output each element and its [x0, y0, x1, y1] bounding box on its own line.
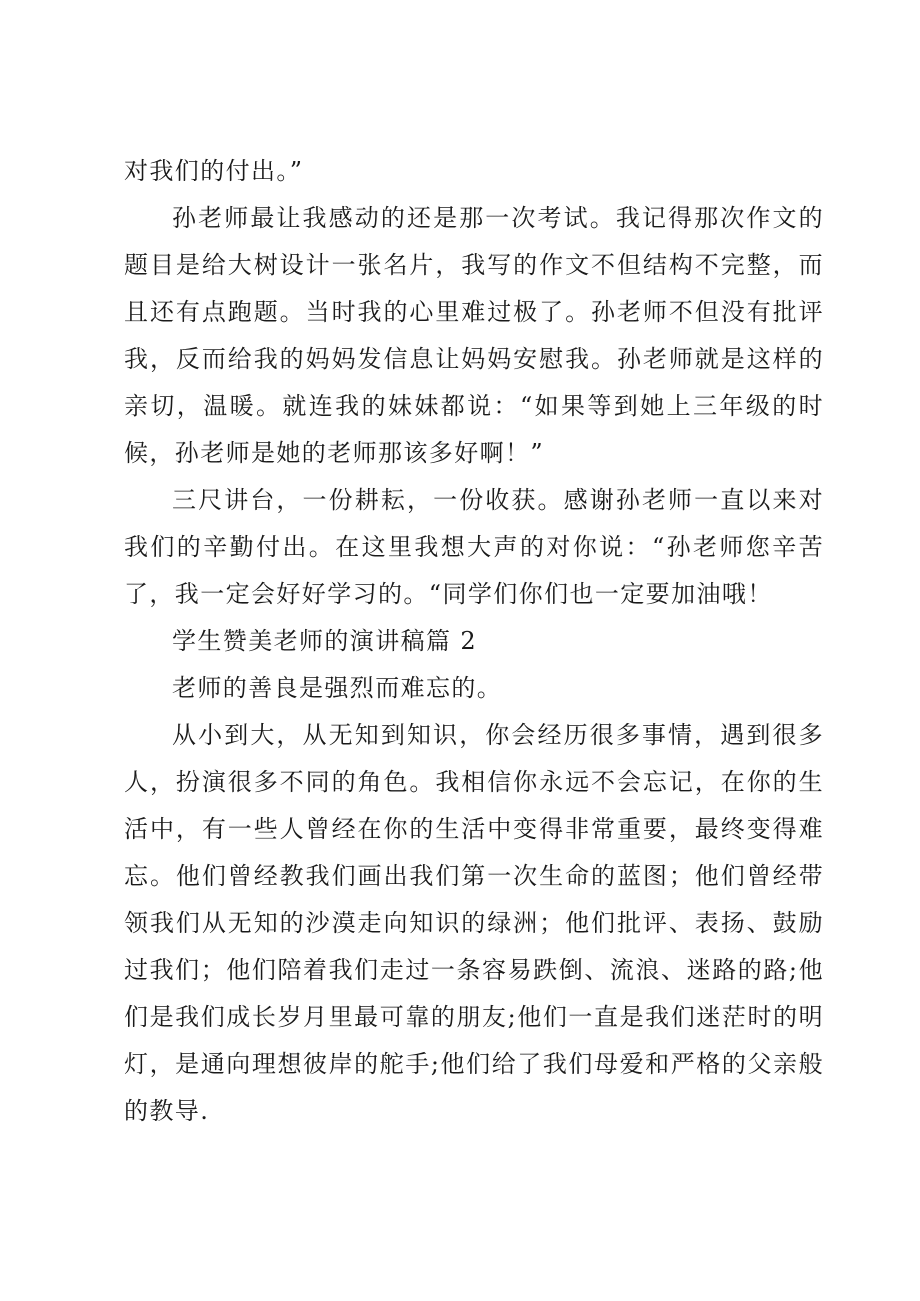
- paragraph-continuation: 对我们的付出。”: [124, 157, 304, 185]
- paragraph-thanks: 三尺讲台，一份耕耘，一份收获。感谢孙老师一直以来对我们的辛勤付出。在这里我想大声的对你说：“孙老师您辛苦了，我一定会好好学习的。“同学们你们也一定要加油哦！: [124, 486, 824, 608]
- section-heading: 学生赞美老师的演讲稿篇 2: [172, 627, 478, 655]
- document-body: [124, 148, 824, 1135]
- paragraph-teacher-kindness: 老师的善良是强烈而难忘的。: [172, 674, 503, 702]
- paragraph-exam-story: 孙老师最让我感动的还是那一次考试。我记得那次作文的题目是给大树设计一张名片，我写的作文不但结构不完整，而且还有点跑题。当时我的心里难过极了。孙老师不但没有批评我，反而给我的妈妈发信息让妈妈安慰我。孙老师就是这样的亲切，温暖。就连我的妹妹都说：“如果等到她上三年级的时候，孙老师是她的老师那该多好啊！”: [124, 204, 824, 467]
- paragraph-growing-up: 从小到大，从无知到知识，你会经历很多事情，遇到很多人，扮演很多不同的角色。我相信你永远不会忘记，在你的生活中，有一些人曾经在你的生活中变得非常重要，最终变得难忘。他们曾经教我们画出我们第一次生命的蓝图；他们曾经带领我们从无知的沙漠走向知识的绿洲；他们批评、表扬、鼓励过我们；他们陪着我们走过一条容易跌倒、流浪、迷路的路;他们是我们成长岁月里最可靠的朋友;他们一直是我们迷茫时的明灯，是通向理想彼岸的舵手;他们给了我们母爱和严格的父亲般的教导.: [124, 721, 824, 1125]
